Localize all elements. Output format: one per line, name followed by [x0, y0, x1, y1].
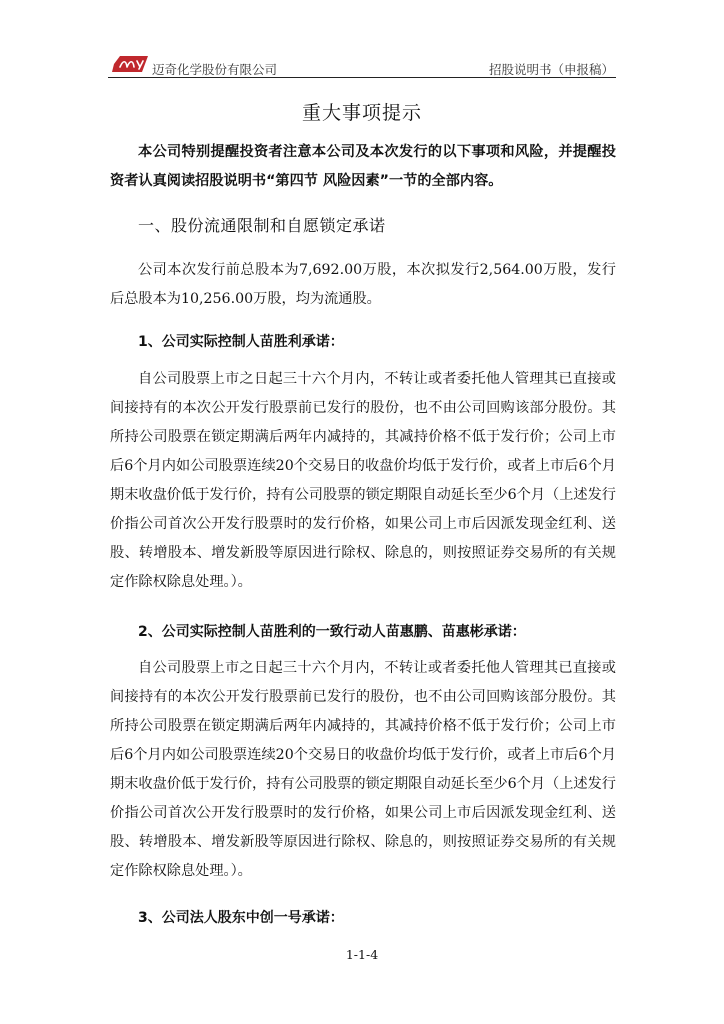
header-document-name: 招股说明书（申报稿）	[488, 62, 614, 77]
page-number: 1-1-4	[345, 947, 379, 962]
section-heading: 一、股份流通限制和自愿锁定承诺	[138, 216, 386, 235]
commitment-body-2: 自公司股票上市之日起三十六个月内，不转让或者委托他人管理其已直接或间接持有的本次公开发行股票前已发行的股份，也不由公司回购该部分股份。其所持公司股票在锁定期满后两年内减持的，其减持价格不低于发行价；公司上市后6个月内如公司股票连续20个交易日的收盘价均低于发行价，或者上市后6个月期末收盘价低于发行价，持有公司股票的锁定期限自动延长至少6个月（上述发行价指公司首次公开发行股票时的发行价格，如果公司上市后因派发现金红利、送股、转增股本、增发新股等原因进行除权、除息的，则按照证券交易所的有关规定作除权除息处理。）。	[110, 660, 616, 879]
page-header	[108, 52, 616, 78]
commitment-body-1: 自公司股票上市之日起三十六个月内，不转让或者委托他人管理其已直接或间接持有的本次公开发行股票前已发行的股份，也不由公司回购该部分股份。其所持公司股票在锁定期满后两年内减持的，其减持价格不低于发行价；公司上市后6个月内如公司股票连续20个交易日的收盘价均低于发行价，或者上市后6个月期末收盘价低于发行价，持有公司股票的锁定期限自动延长至少6个月（上述发行价指公司首次公开发行股票时的发行价格，如果公司上市后因派发现金红利、送股、转增股本、增发新股等原因进行除权、除息的，则按照证券交易所的有关规定作除权除息处理。）。	[110, 371, 616, 590]
commitment-heading-1: 1、公司实际控制人苗胜利承诺：	[138, 334, 344, 350]
commitment-heading-2: 2、公司实际控制人苗胜利的一致行动人苗惠鹏、苗惠彬承诺：	[138, 624, 526, 640]
page-title: 重大事项提示	[301, 102, 422, 124]
intro-paragraph: 本公司特别提醒投资者注意本公司及本次发行的以下事项和风险，并提醒投资者认真阅读招股说明书“第四节 风险因素”一节的全部内容。	[110, 144, 616, 189]
header-rule	[108, 77, 616, 78]
share-capital-paragraph: 公司本次发行前总股本为7,692.00万股，本次拟发行2,564.00万股，发行后总股本为10,256.00万股，均为流通股。	[110, 262, 616, 307]
header-company-name: 迈奇化学股份有限公司	[152, 62, 278, 77]
company-logo-icon	[110, 54, 152, 74]
commitment-heading-3: 3、公司法人股东中创一号承诺：	[138, 910, 344, 926]
